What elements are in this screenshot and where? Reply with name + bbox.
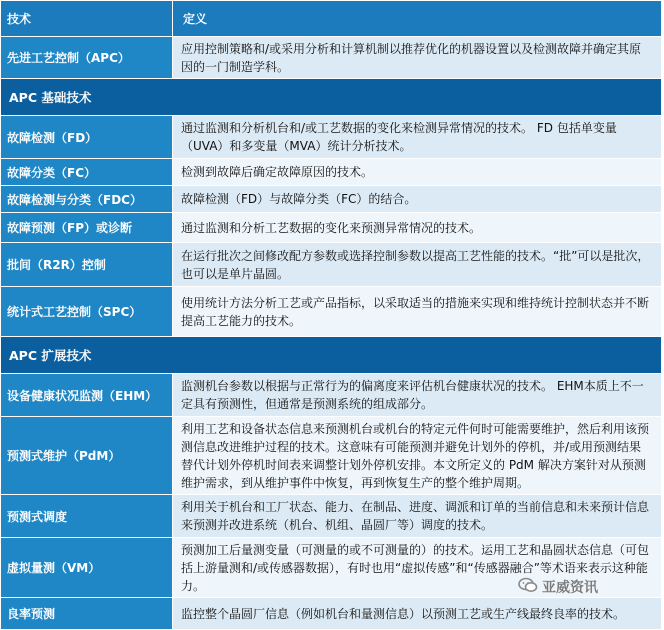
wechat-icon <box>518 577 538 597</box>
term-cell: 批间（R2R）控制 <box>1 243 173 286</box>
definition-cell: 通过监测和分析工艺数据的变化来预测异常情况的技术。 <box>173 213 661 242</box>
apc-definition-table <box>1 1 661 630</box>
table-row <box>1 37 661 79</box>
term-cell: 故障分类（FC） <box>1 159 173 185</box>
term-cell: 虚拟量测（VM） <box>1 538 173 597</box>
table-row <box>1 213 661 243</box>
section-header-extended: APC 扩展技术 <box>1 337 661 374</box>
table-row <box>1 598 661 630</box>
section-header-basic: APC 基础技术 <box>1 79 661 116</box>
definition-cell: 应用控制策略和/或采用分析和计算机制以推荐优化的机器设置以及检测故障并确定其原因的一门制造学科。 <box>173 37 661 78</box>
table-row <box>1 186 661 213</box>
table-row <box>1 495 661 538</box>
definition-cell: 使用统计方法分析工艺或产品指标，以采取适当的措施来实现和维持统计控制状态并不断提高工艺能力的技术。 <box>173 287 661 336</box>
definition-cell: 监测机台参数以根据与正常行为的偏离度来评估机台健康状况的技术。 EHM本质上不一定具有预测性，但通常是预测系统的组成部分。 <box>173 374 661 416</box>
table-row <box>1 287 661 337</box>
term-cell: 先进工艺控制（APC） <box>1 37 173 78</box>
definition-cell: 预测加工后量测变量（可测量的或不可测量的）的技术。运用工艺和晶圆状态信息（可包括上游量测和/或传感器数据），有时也用“虚拟传感”和“传感器融合”等术语来表示这种能力。 <box>173 538 661 597</box>
header-definition: 定义 <box>173 1 661 36</box>
definition-cell: 故障检测（FD）与故障分类（FC）的结合。 <box>173 186 661 212</box>
definition-cell: 在运行批次之间修改配方参数或选择控制参数以提高工艺性能的技术。“批”可以是批次，也可以是单片晶圆。 <box>173 243 661 286</box>
definition-cell: 利用关于机台和工厂状态、能力、在制品、进度、调派和订单的当前信息和未来预计信息来预测并改进系统（机台、机组、晶圆厂等）调度的技术。 <box>173 495 661 537</box>
definition-cell: 利用工艺和设备状态信息来预测机台或机台的特定元件何时可能需要维护，然后利用该预测信息改进维护过程的技术。这意味有可能预测并避免计划外的停机，并/或用预测结果替代计划外停机时间表来调整计划外停机安排。本文所定义的 PdM 解决方案针对从预测维护需求，到从维护事件中恢复，再到恢复生产的整个维护周期。 <box>173 417 661 494</box>
table-row <box>1 116 661 159</box>
term-cell: 良率预测 <box>1 598 173 629</box>
table-row <box>1 417 661 495</box>
term-cell: 故障检测（FD） <box>1 116 173 158</box>
watermark-text: 亚威资讯 <box>542 580 598 596</box>
term-cell: 故障检测与分类（FDC） <box>1 186 173 212</box>
term-cell: 预测式维护（PdM） <box>1 417 173 494</box>
term-cell: 预测式调度 <box>1 495 173 537</box>
term-cell: 设备健康状况监测（EHM） <box>1 374 173 416</box>
term-cell: 统计式工艺控制（SPC） <box>1 287 173 336</box>
definition-cell: 通过监测和分析机台和/或工艺数据的变化来检测异常情况的技术。 FD 包括单变量（UVA）和多变量（MVA）统计分析技术。 <box>173 116 661 158</box>
definition-cell: 检测到故障后确定故障原因的技术。 <box>173 159 661 185</box>
header-technology: 技术 <box>1 1 173 36</box>
table-row <box>1 374 661 417</box>
table-header-row <box>1 1 661 37</box>
term-cell: 故障预测（FP）或诊断 <box>1 213 173 242</box>
table-row <box>1 159 661 186</box>
table-row <box>1 243 661 287</box>
definition-cell: 监控整个晶圆厂信息（例如机台和量测信息）以预测工艺或生产线最终良率的技术。 <box>173 598 661 629</box>
watermark <box>518 577 598 597</box>
